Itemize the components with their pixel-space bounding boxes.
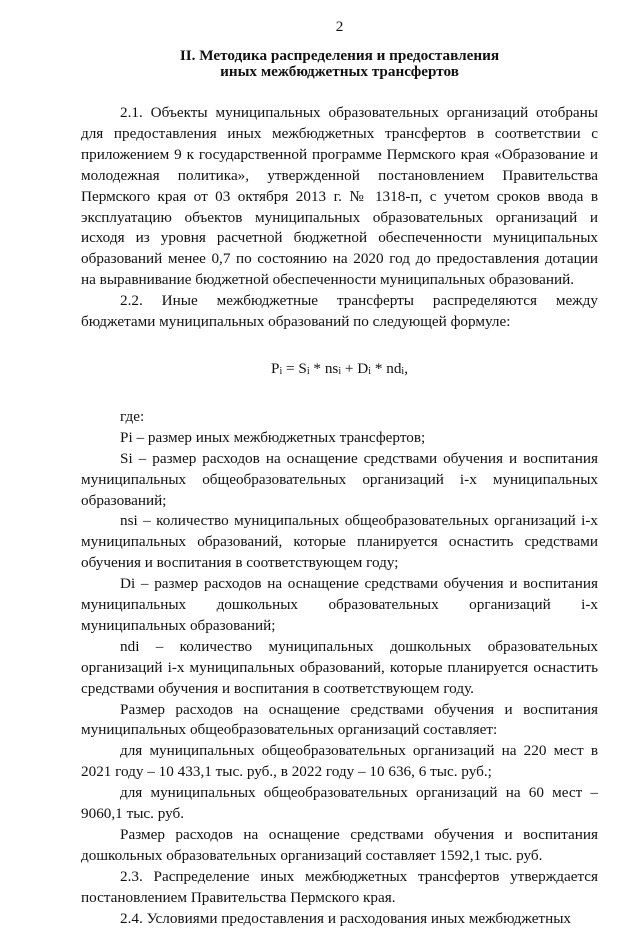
paragraph-2-2: 2.2. Иные межбюджетные трансферты распределяются между бюджетами муниципальных образований по следующей формуле: <box>81 292 598 331</box>
formula-d: + D <box>341 359 369 377</box>
where-label: где: <box>120 407 145 425</box>
definition-pi: Pi – размер иных межбюджетных трансфертов; <box>120 428 426 446</box>
formula-d-sub: i <box>368 365 372 377</box>
definition-di: Di – размер расходов на оснащение средствами обучения и воспитания муниципальных дошкольных образовательных организаций i-х муниципальных образований; <box>81 575 598 634</box>
paragraph-2-3: 2.3. Распределение иных межбюджетных трансфертов утверждается постановлением Правительства Пермского края. <box>81 867 598 906</box>
paragraph-2-1: 2.1. Объекты муниципальных образовательных организаций отобраны для предоставления иных межбюджетных трансфертов в соответствии с приложением 9 к государственной программе Пермского края «Образование и молодежная политика», утвержденной постановлением Правительства Пермского края от 03 октября 2013 г. № 1318-п, с учетом сроков ввода в эксплуатацию объектов муниципальных образовательных организаций и исходя из уровня расчетной бюджетной обеспеченности муниципальных образований менее 0,7 по состоянию на 2020 год до предоставления дотации на выравнивание бюджетной обеспеченности муниципальных образований. <box>81 104 598 289</box>
cost-school-60: для муниципальных общеобразовательных организаций на 60 мест – 9060,1 тыс. руб. <box>81 784 598 823</box>
formula-nd: * nd <box>371 359 402 377</box>
cost-preschool: Размер расходов на оснащение средствами обучения и воспитания дошкольных образовательных организаций составляет 1592,1 тыс. руб. <box>81 826 598 864</box>
definition-si: Si – размер расходов на оснащение средствами обучения и воспитания муниципальных общеобразовательных организаций i-х муниципальных образований; <box>81 449 598 509</box>
section-title-line-2: иных межбюджетных трансфертов <box>220 62 459 80</box>
formula-p-sub: i <box>279 365 283 377</box>
definition-nsi: nsi – количество муниципальных общеобразовательных организаций i-х муниципальных образований, которые планируется оснастить средствами обучения и воспитания в соответствующем году; <box>81 512 598 572</box>
formula-nd-sub: i <box>401 365 405 377</box>
section-title-line-1: II. Методика распределения и предоставления <box>179 47 500 64</box>
formula-end: , <box>404 359 408 377</box>
formula-s: = S <box>282 359 307 377</box>
formula-ns-sub: i <box>338 365 342 377</box>
formula-ns: * ns <box>309 359 339 377</box>
formula-p: P <box>271 359 280 377</box>
cost-school-220: для муниципальных общеобразовательных организаций на 220 мест в 2021 году – 10 433,1 тыс. руб., в 2022 году – 10 636, 6 тыс. руб.; <box>81 742 598 781</box>
paragraph-2-4: 2.4. Условиями предоставления и расходования иных межбюджетных <box>120 909 571 927</box>
formula-s-sub: i <box>306 365 310 377</box>
distribution-formula <box>81 359 598 382</box>
definition-ndi: ndi – количество муниципальных дошкольных образовательных организаций i-х муниципальных образований, которые планируется оснастить средствами обучения и воспитания в соответствующем году. <box>81 637 598 697</box>
page-number: 2 <box>335 18 344 35</box>
cost-school-intro: Размер расходов на оснащение средствами обучения и воспитания муниципальных общеобразовательных организаций составляет: <box>81 700 598 739</box>
section-title <box>81 48 598 79</box>
